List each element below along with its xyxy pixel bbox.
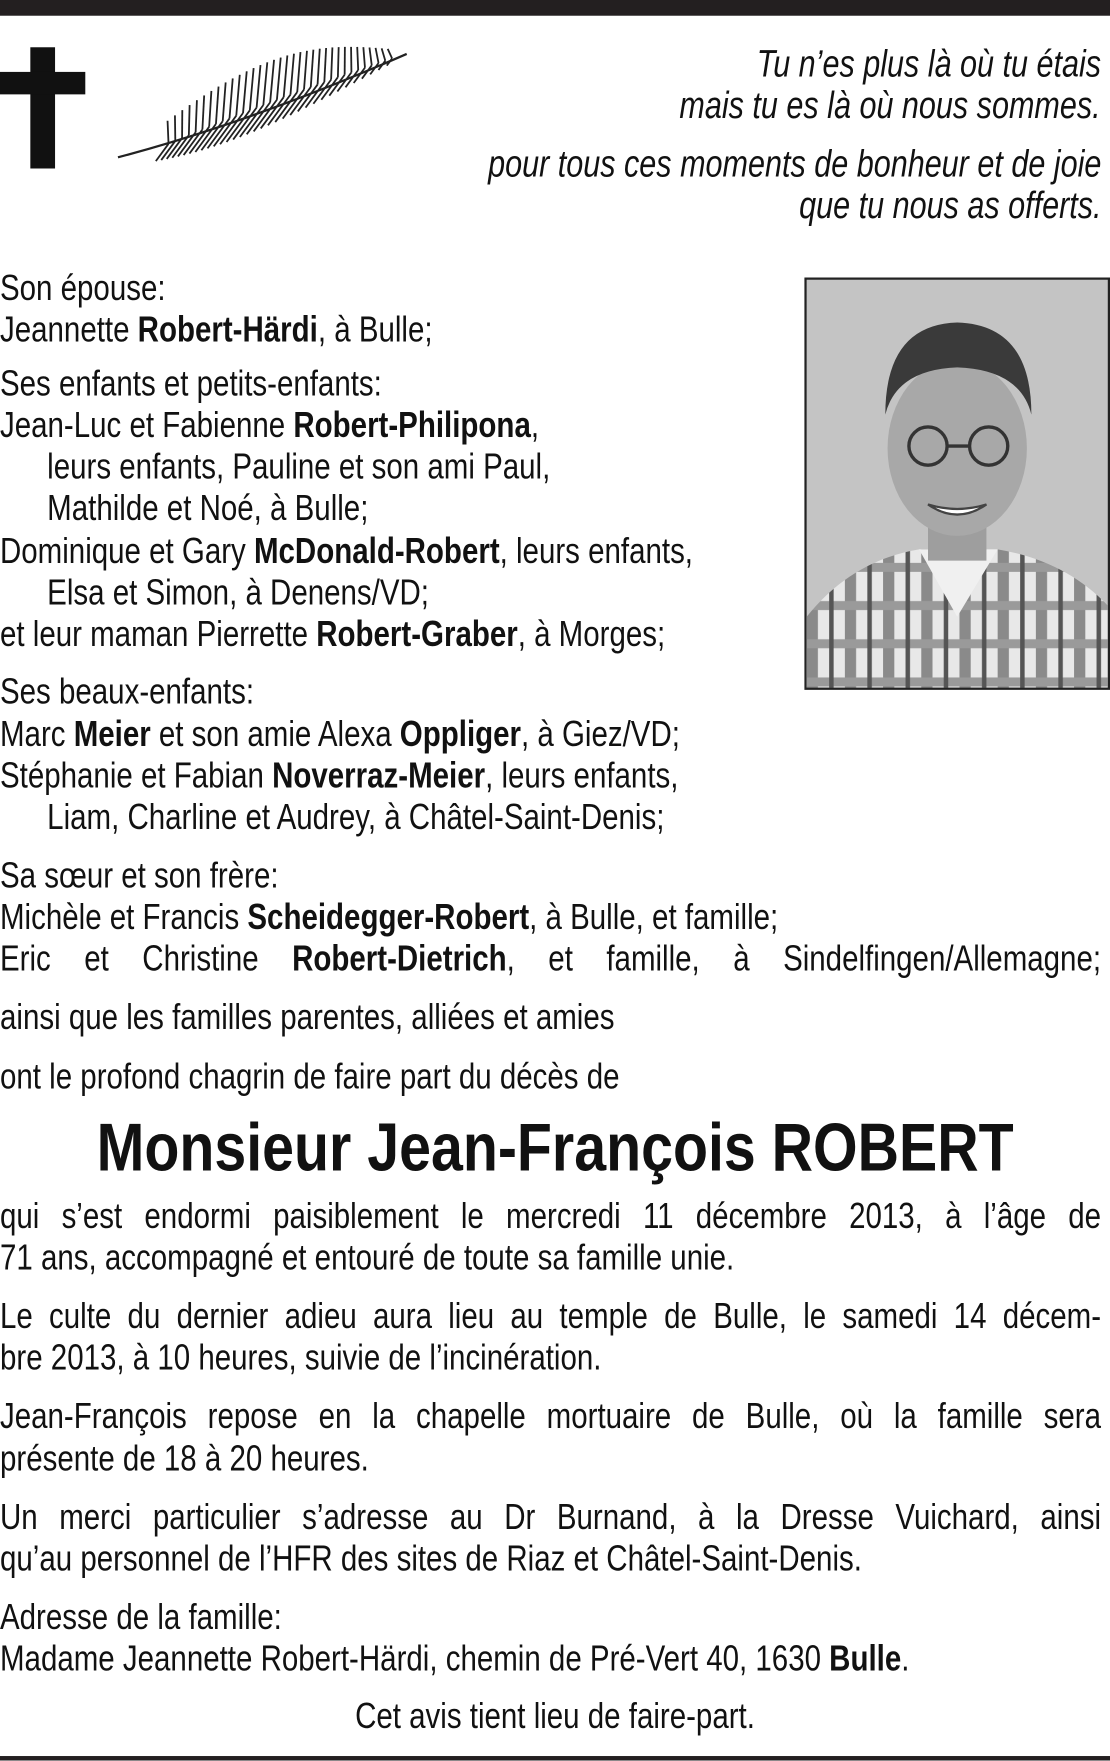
text-line (0, 1497, 1101, 1537)
text-segment: ont le profond chagrin de faire part du décès de (0, 1056, 620, 1097)
deceased-name: Monsieur Jean-François ROBERT (96, 1110, 1014, 1186)
text-segment: Marc (0, 713, 74, 754)
text-segment: , à Morges; (517, 613, 666, 654)
palm-leaf-icon (112, 45, 415, 180)
surname: Noverraz-Meier (272, 754, 486, 796)
text-line (0, 309, 433, 349)
surname: Robert-Dietrich (292, 938, 507, 979)
surname: McDonald-Robert (253, 530, 500, 571)
text-segment: . (901, 1638, 910, 1679)
text-segment: Eric et Christine (0, 938, 293, 979)
text-line (0, 363, 382, 403)
top-rule (0, 0, 1110, 16)
text-line (0, 855, 279, 895)
text-line (0, 671, 254, 711)
text-segment: , à Bulle, et famille; (529, 896, 779, 937)
text-segment: Michèle et Francis (0, 896, 248, 937)
text-segment: Ses enfants et petits-enfants: (0, 362, 382, 404)
text-line (0, 897, 778, 937)
text-line (0, 1237, 734, 1277)
text-segment: 71 ans, accompagné et entouré de toute sa famille unie. (0, 1236, 735, 1278)
text-line (0, 1395, 1101, 1435)
text-line (0, 1056, 620, 1096)
text-line (0, 997, 614, 1037)
text-segment: Ses beaux-enfants: (0, 670, 255, 712)
quote-line-4: que tu nous as offerts. (798, 184, 1102, 227)
text-line (0, 1195, 1101, 1235)
text-segment: Adresse de la famille: (0, 1596, 282, 1637)
text-line (0, 1295, 1101, 1335)
text-segment: , et famille, à Sindelfingen/Allemagne; (506, 938, 1102, 979)
text-line (0, 1695, 1110, 1735)
surname: Oppliger (399, 713, 522, 754)
surname: Robert-Härdi (137, 308, 318, 350)
text-segment: , leurs enfants, (485, 754, 679, 796)
text-segment: , à Giez/VD; (521, 713, 680, 754)
surname: Scheidegger-Robert (247, 896, 530, 937)
text-line (0, 1596, 282, 1636)
quote-line-1: Tu n’es plus là où tu étais (756, 42, 1102, 86)
text-line (0, 1438, 369, 1478)
portrait-photo (804, 278, 1110, 690)
text-segment: Stéphanie et Fabian (0, 754, 273, 796)
text-segment: ainsi que les familles parentes, alliées et amies (0, 996, 615, 1037)
text-segment: Jean-Luc et Fabienne (0, 404, 294, 445)
text-segment: Sa sœur et son frère: (0, 854, 279, 896)
text-segment: qu’au personnel de l’HFR des sites de Riaz et Châtel-Saint-Denis. (0, 1538, 862, 1579)
text-line (0, 713, 680, 753)
text-segment: Madame Jeannette Robert-Härdi, chemin de Pré-Vert 40, 1630 (0, 1638, 830, 1679)
text-segment: Un merci particulier s’adresse au Dr Burnand, à la Dresse Vuichard, ainsi (0, 1496, 1102, 1537)
text-segment: , à Bulle; (317, 308, 433, 350)
text-segment: Jeannette (0, 308, 138, 350)
quote-line-3: pour tous ces moments de bonheur et de joie (487, 142, 1102, 186)
surname: Robert-Graber (316, 613, 518, 654)
text-line (0, 613, 665, 653)
text-line (0, 938, 1101, 978)
text-segment: et leur maman Pierrette (0, 613, 317, 654)
text-segment: Cet avis tient lieu de faire-part. (355, 1695, 755, 1736)
text-segment: Le culte du dernier adieu aura lieu au temple de Bulle, le samedi 14 décem- (0, 1295, 1102, 1336)
cross-icon (0, 47, 85, 168)
text-segment: Jean-François repose en la chapelle mortuaire de Bulle, où la famille sera (0, 1395, 1102, 1436)
text-line (0, 404, 539, 444)
quote-line-2: mais tu es là où nous sommes. (679, 84, 1102, 127)
text-segment: leurs enfants, Pauline et son ami Paul, (47, 446, 551, 487)
text-line (47, 446, 550, 486)
text-segment: et son amie Alexa (150, 713, 400, 754)
text-line (47, 797, 664, 837)
text-segment: , (530, 404, 540, 445)
bottom-rule (0, 1756, 1110, 1760)
surname: Meier (73, 713, 151, 754)
text-segment: Son épouse: (0, 267, 166, 308)
text-segment: qui s’est endormi paisiblement le mercredi 11 décembre 2013, à l’âge de (0, 1195, 1102, 1236)
text-segment: Dominique et Gary (0, 530, 254, 571)
text-segment: bre 2013, à 10 heures, suivie de l’incinération. (0, 1336, 602, 1378)
text-line (0, 1337, 601, 1377)
text-line (47, 488, 368, 528)
text-segment: Liam, Charline et Audrey, à Châtel-Saint-Denis; (47, 796, 665, 838)
text-segment: , leurs enfants, (499, 530, 693, 571)
text-line (0, 267, 166, 307)
text-line (47, 572, 429, 612)
surname: Bulle (829, 1638, 902, 1679)
text-segment: Elsa et Simon, à Denens/VD; (47, 571, 429, 613)
text-line (0, 530, 693, 570)
text-segment: présente de 18 à 20 heures. (0, 1438, 369, 1479)
text-segment: Mathilde et Noé, à Bulle; (47, 487, 369, 529)
text-line (0, 1638, 909, 1678)
text-line (0, 1538, 862, 1578)
text-line (0, 755, 678, 795)
surname: Robert-Philipona (293, 404, 531, 445)
